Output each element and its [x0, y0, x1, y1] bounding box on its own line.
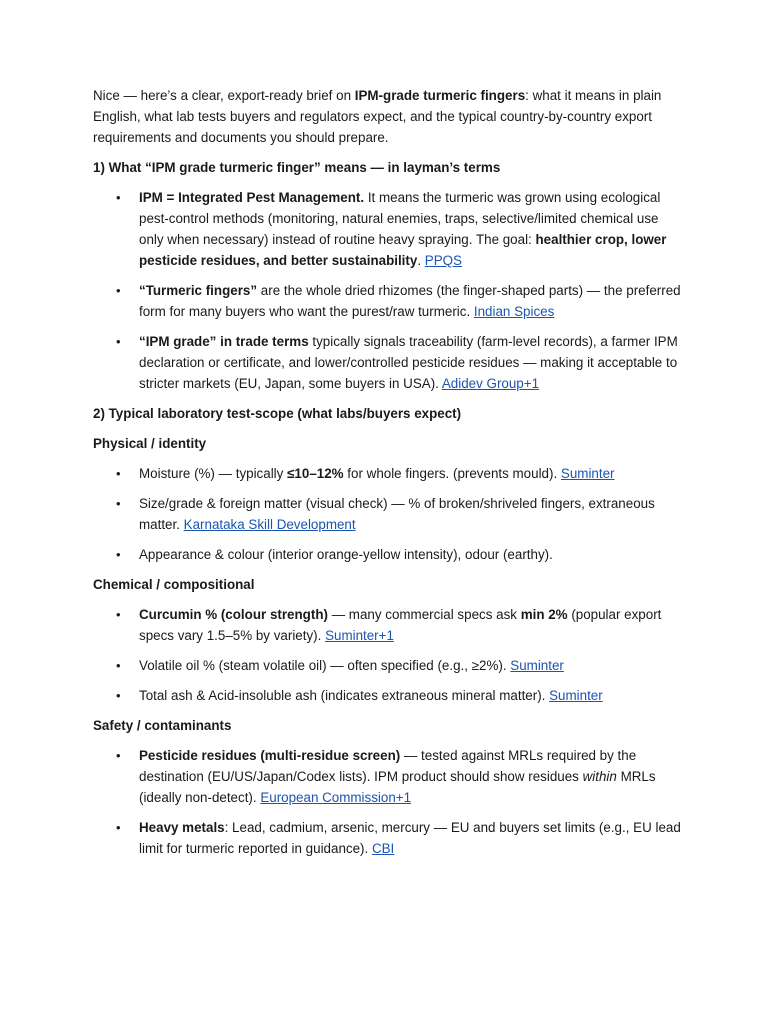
- item-text: typically signals traceability (farm-level records), a farmer IPM declaration or certificate, and lower/controlled pesticide residues — making it acceptable to stricter markets (EU, Japan, some buyers in USA).: [139, 334, 678, 391]
- source-link[interactable]: Suminter: [560, 466, 615, 481]
- intro-bold-term: IPM-grade turmeric fingers: [354, 88, 526, 103]
- source-link[interactable]: Karnataka Skill Development: [183, 517, 356, 532]
- item-bold-emphasis: healthier crop, lower pesticide residues, and better sustainability: [139, 232, 667, 268]
- item-text: — tested against MRLs required by the destination (EU/US/Japan/Codex lists). IPM product should show residues: [139, 748, 637, 784]
- list-item: [139, 544, 683, 565]
- item-text: — many commercial specs ask: [327, 607, 521, 622]
- source-link[interactable]: PPQS: [424, 253, 462, 268]
- intro-text: Nice — here’s a clear, export-ready brief on: [93, 88, 355, 103]
- item-bold-value: ≤10–12%: [287, 466, 344, 481]
- item-bold-lead: “Turmeric fingers”: [139, 283, 258, 298]
- item-bold-lead: IPM = Integrated Pest Management.: [139, 190, 365, 205]
- section1-heading: 1) What “IPM grade turmeric finger” means — in layman’s terms: [93, 160, 501, 175]
- physical-subheading: Physical / identity: [93, 436, 207, 451]
- item-bold-lead: “IPM grade” in trade terms: [139, 334, 309, 349]
- source-link[interactable]: European Commission+1: [260, 790, 412, 805]
- list-item: [139, 655, 683, 676]
- section1-list: [93, 187, 683, 394]
- source-link[interactable]: Suminter: [510, 658, 564, 673]
- document-body: [93, 85, 683, 868]
- source-link[interactable]: Indian Spices: [473, 304, 555, 319]
- item-text: for whole fingers. (prevents mould).: [343, 466, 561, 481]
- item-text: Size/grade & foreign matter (visual check) — % of broken/shriveled fingers, extraneous matter.: [139, 496, 655, 532]
- item-italic-emphasis: within: [582, 769, 617, 784]
- item-text: are the whole dried rhizomes (the finger-shaped parts) — the preferred form for many buyers who want the purest/raw turmeric.: [139, 283, 681, 319]
- item-text: Total ash & Acid-insoluble ash (indicates extraneous mineral matter).: [139, 688, 550, 703]
- item-bold-value: min 2%: [520, 607, 568, 622]
- intro-paragraph: [93, 85, 683, 148]
- item-text: .: [417, 253, 425, 268]
- physical-list: [93, 463, 683, 565]
- list-item: [139, 331, 683, 394]
- item-text: Moisture (%) — typically: [139, 466, 288, 481]
- safety-subheading: Safety / contaminants: [93, 718, 232, 733]
- list-item: [139, 817, 683, 859]
- list-item: [139, 280, 683, 322]
- safety-list: [93, 745, 683, 859]
- item-bold-lead: Heavy metals: [139, 820, 225, 835]
- source-link[interactable]: CBI: [371, 841, 395, 856]
- item-text: : Lead, cadmium, arsenic, mercury — EU and buyers set limits (e.g., EU lead limit for turmeric reported in guidance).: [139, 820, 681, 856]
- section2-heading: 2) Typical laboratory test-scope (what labs/buyers expect): [93, 406, 462, 421]
- source-link[interactable]: Suminter+1: [325, 628, 394, 643]
- source-link[interactable]: Adidev Group+1: [441, 376, 540, 391]
- item-text: Appearance & colour (interior orange-yellow intensity), odour (earthy).: [139, 547, 553, 562]
- list-item: [139, 685, 683, 706]
- intro-text-rest: : what it means in plain English, what lab tests buyers and regulators expect, and the typical country-by-country export requirements and documents you should prepare.: [93, 88, 662, 145]
- item-text: MRLs (ideally non-detect).: [139, 769, 656, 805]
- item-bold-lead: Pesticide residues (multi-residue screen): [139, 748, 401, 763]
- list-item: [139, 493, 683, 535]
- list-item: [139, 187, 683, 271]
- item-text: (popular export specs vary 1.5–5% by variety).: [139, 607, 662, 643]
- item-text: It means the turmeric was grown using ecological pest-control methods (monitoring, natural enemies, traps, selective/limited chemical use only when necessary) instead of routine heavy spraying. The goal:: [139, 190, 661, 247]
- list-item: [139, 463, 683, 484]
- list-item: [139, 604, 683, 646]
- item-bold-lead: Curcumin % (colour strength): [139, 607, 328, 622]
- chemical-list: [93, 604, 683, 706]
- list-item: [139, 745, 683, 808]
- item-text: Volatile oil % (steam volatile oil) — often specified (e.g., ≥2%).: [139, 658, 511, 673]
- chemical-subheading: Chemical / compositional: [93, 577, 255, 592]
- source-link[interactable]: Suminter: [549, 688, 603, 703]
